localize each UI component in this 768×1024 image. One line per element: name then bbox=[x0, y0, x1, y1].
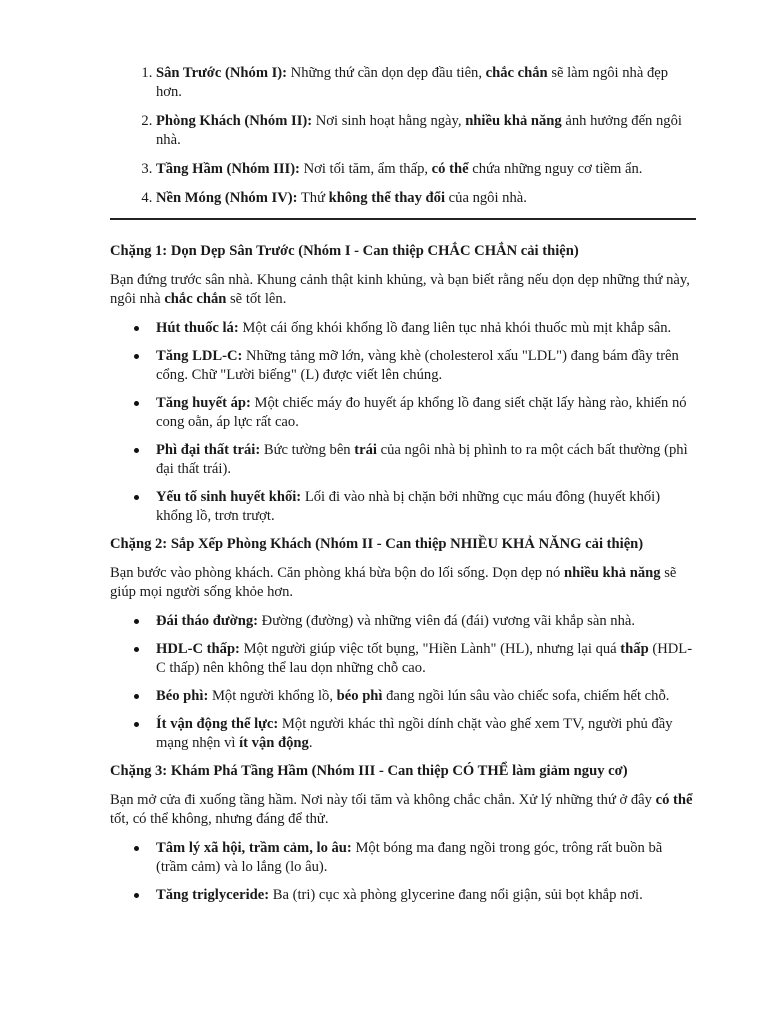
bold-text: ít vận động bbox=[239, 735, 309, 751]
section-intro-paragraph bbox=[110, 564, 696, 602]
section-heading: Chặng 3: Khám Phá Tầng Hầm (Nhóm III - Can thiệp CÓ THỂ làm giảm nguy cơ) bbox=[110, 763, 628, 779]
text-run: Một người khác thì ngồi dính chặt vào ghế xem TV, người phủ đầy mạng nhện vì bbox=[156, 716, 673, 751]
text-run: Ba (tri) cục xà phòng glycerine đang nổi giận, sủi bọt khắp nơi. bbox=[269, 887, 643, 903]
text-run: Những thứ cần dọn dẹp đầu tiên, bbox=[287, 65, 486, 81]
text-run: Những tảng mỡ lớn, vàng khè (cholesterol xấu "LDL") đang bám đầy trên cổng. Chữ "Lười biếng" (L) được viết lên chúng. bbox=[156, 348, 679, 383]
risk-factor-item bbox=[156, 612, 696, 631]
bold-text: Tăng huyết áp: bbox=[156, 395, 251, 411]
bold-text: không thể thay đổi bbox=[328, 190, 446, 206]
bold-text: Ít vận động thể lực: bbox=[156, 716, 279, 732]
bold-text: chắc chắn bbox=[485, 65, 548, 81]
bold-text: Phòng Khách (Nhóm II): bbox=[156, 113, 313, 129]
bold-text: nhiều khả năng bbox=[564, 565, 661, 581]
section-heading: Chặng 1: Dọn Dẹp Sân Trước (Nhóm I - Can thiệp CHẮC CHẮN cải thiện) bbox=[110, 243, 579, 259]
bold-text: HDL-C thấp: bbox=[156, 641, 240, 657]
section-intro-paragraph bbox=[110, 791, 696, 829]
text-run: của ngôi nhà bị phình to ra một cách bất thường (phì đại thất trái). bbox=[156, 442, 688, 477]
text-run: Lối đi vào nhà bị chặn bởi những cục máu đông (huyết khối) khổng lồ, trơn trượt. bbox=[156, 489, 661, 524]
text-run: Bạn bước vào phòng khách. Căn phòng khá bừa bộn do lối sống. Dọn dẹp nó bbox=[110, 565, 564, 581]
text-run: Bạn đứng trước sân nhà. Khung cảnh thật kinh khủng, và bạn biết rằng nếu dọn dẹp những thứ này, ngôi nhà bbox=[110, 272, 690, 307]
text-run: Bức tường bên bbox=[260, 442, 355, 458]
risk-factor-item bbox=[156, 394, 696, 432]
text-run: sẽ làm ngôi nhà đẹp hơn. bbox=[156, 65, 669, 100]
sections-container bbox=[110, 242, 696, 905]
text-run: Một chiếc máy đo huyết áp khổng lồ đang siết chặt lấy hàng rào, khiến nó cong oằn, áp lực rất cao. bbox=[156, 395, 687, 430]
bold-text: Tâm lý xã hội, trầm cảm, lo âu: bbox=[156, 840, 352, 856]
section-heading: Chặng 2: Sắp Xếp Phòng Khách (Nhóm II - Can thiệp NHIỀU KHẢ NĂNG cải thiện) bbox=[110, 536, 644, 552]
text-run: . bbox=[308, 735, 313, 751]
house-zone-item bbox=[156, 189, 696, 208]
bold-text: chắc chắn bbox=[164, 291, 227, 307]
bold-text: nhiều khả năng bbox=[465, 113, 562, 129]
house-zone-item bbox=[156, 160, 696, 179]
bold-text: Béo phì: bbox=[156, 688, 209, 704]
text-run: chứa những nguy cơ tiềm ẩn. bbox=[468, 161, 643, 177]
risk-factor-item bbox=[156, 886, 696, 905]
text-run: Một người khổng lồ, bbox=[208, 688, 337, 704]
bold-text: có thể bbox=[655, 792, 693, 808]
house-zones-list bbox=[110, 64, 696, 208]
bold-text: Tăng LDL-C: bbox=[156, 348, 243, 364]
section-intro-paragraph bbox=[110, 271, 696, 309]
risk-factor-item bbox=[156, 319, 696, 338]
bold-text: Sân Trước (Nhóm I): bbox=[156, 65, 288, 81]
text-run: tốt, có thể không, nhưng đáng để thử. bbox=[110, 811, 329, 827]
text-run: Một người giúp việc tốt bụng, "Hiền Lành" (HL), nhưng lại quá bbox=[239, 641, 621, 657]
risk-factor-item bbox=[156, 347, 696, 385]
bold-text: Phì đại thất trái: bbox=[156, 442, 261, 458]
text-run: Nơi sinh hoạt hằng ngày, bbox=[312, 113, 466, 129]
risk-factor-item bbox=[156, 640, 696, 678]
house-zone-item bbox=[156, 64, 696, 102]
risk-factor-item bbox=[156, 488, 696, 526]
text-run: Một bóng ma đang ngồi trong góc, trông rất buồn bã (trầm cảm) và lo lắng (lo âu). bbox=[156, 840, 663, 875]
bold-text: thấp bbox=[620, 641, 649, 657]
text-run: của ngôi nhà. bbox=[445, 190, 527, 206]
risk-factor-list bbox=[110, 319, 696, 526]
text-run: Một cái ống khói khổng lồ đang liên tục nhả khói thuốc mù mịt khắp sân. bbox=[238, 320, 672, 336]
text-run: Nơi tối tăm, ẩm thấp, bbox=[299, 161, 432, 177]
risk-factor-list bbox=[110, 839, 696, 905]
text-run: (HDL-C thấp) nên không thể lau dọn những chỗ cao. bbox=[156, 641, 693, 676]
risk-factor-item bbox=[156, 839, 696, 877]
house-zone-item bbox=[156, 112, 696, 150]
bold-text: Tăng triglyceride: bbox=[156, 887, 270, 903]
bold-text: béo phì bbox=[336, 688, 383, 704]
bold-text: Hút thuốc lá: bbox=[156, 320, 239, 336]
risk-factor-item bbox=[156, 687, 696, 706]
bold-text: Nền Móng (Nhóm IV): bbox=[156, 190, 298, 206]
text-run: ảnh hưởng đến ngôi nhà. bbox=[156, 113, 682, 148]
text-run: sẽ tốt lên. bbox=[226, 291, 287, 307]
text-run: Bạn mở cửa đi xuống tầng hầm. Nơi này tối tăm và không chắc chắn. Xử lý những thứ ở đây bbox=[110, 792, 656, 808]
text-run: Đường (đường) và những viên đá (đái) vương vãi khắp sàn nhà. bbox=[258, 613, 635, 629]
bold-text: trái bbox=[354, 442, 377, 458]
text-run: sẽ giúp mọi người sống khỏe hơn. bbox=[110, 565, 677, 600]
section-divider bbox=[110, 218, 696, 220]
risk-factor-list bbox=[110, 612, 696, 753]
bold-text: Đái tháo đường: bbox=[156, 613, 258, 629]
text-run: Thứ bbox=[297, 190, 329, 206]
bold-text: Tầng Hầm (Nhóm III): bbox=[156, 161, 300, 177]
risk-factor-item bbox=[156, 715, 696, 753]
bold-text: có thể bbox=[431, 161, 469, 177]
text-run: đang ngồi lún sâu vào chiếc sofa, chiếm hết chỗ. bbox=[382, 688, 670, 704]
bold-text: Yếu tố sinh huyết khối: bbox=[156, 489, 302, 505]
risk-factor-item bbox=[156, 441, 696, 479]
